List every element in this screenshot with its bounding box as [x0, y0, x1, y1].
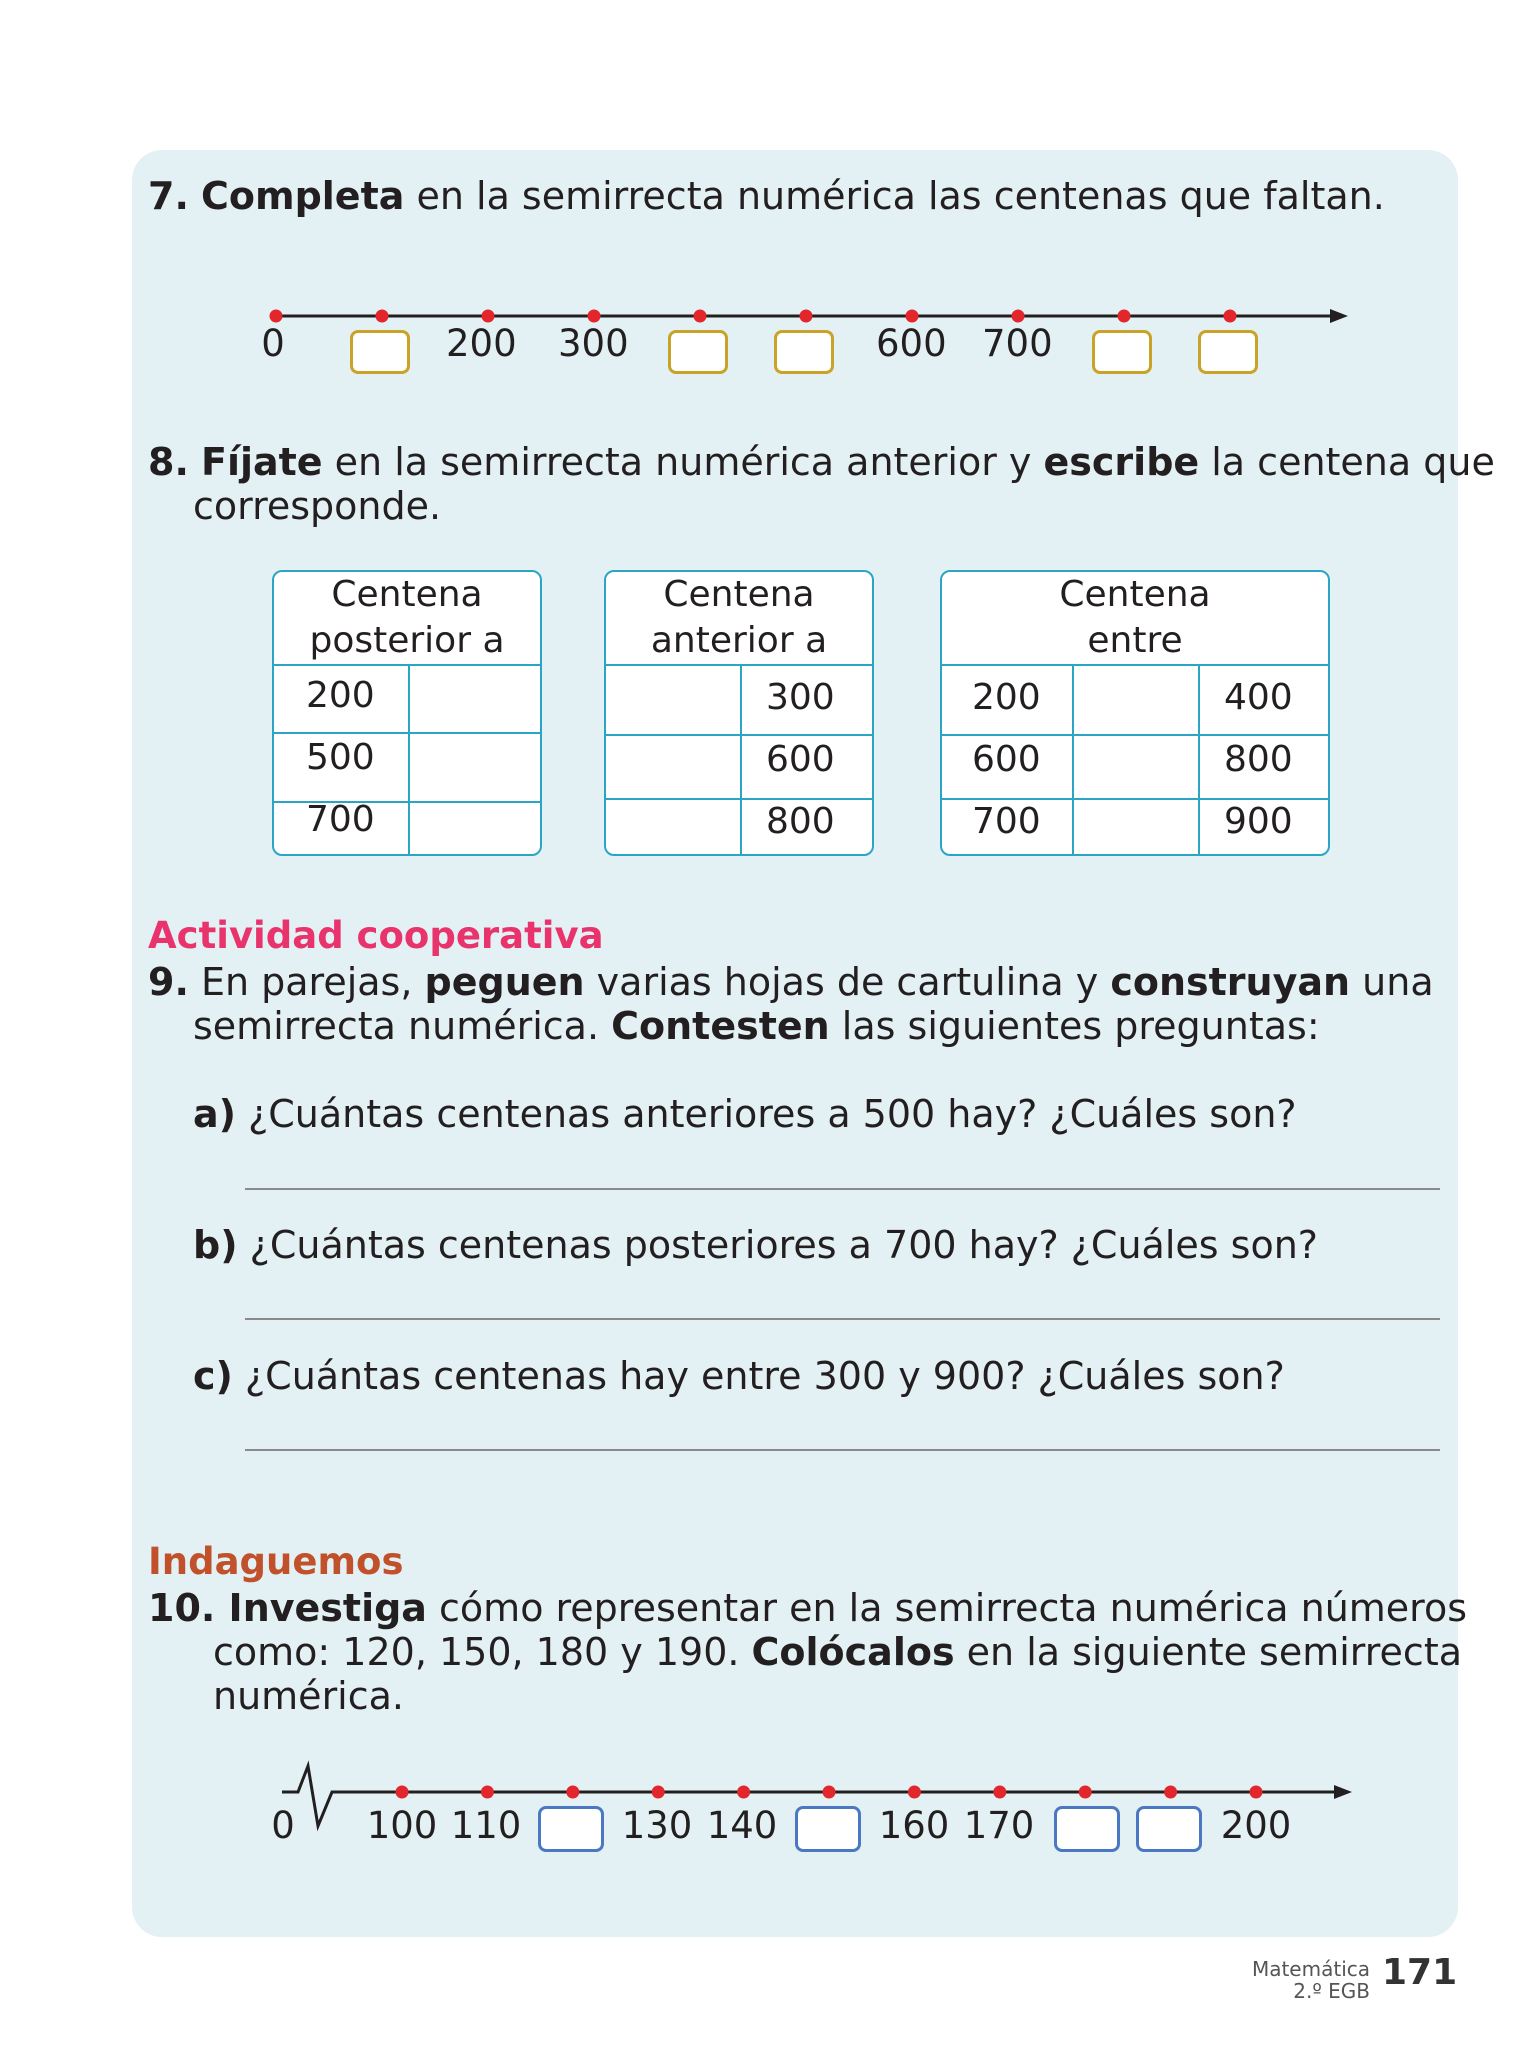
table-entre-answer[interactable]: [1076, 737, 1196, 797]
divider: [408, 664, 410, 854]
q7-dot-4: [694, 310, 707, 323]
q7-dot-3: [588, 310, 601, 323]
indaguemos-title: Indaguemos: [148, 1540, 404, 1583]
divider: [606, 734, 872, 736]
q7-answer-box-800[interactable]: [1092, 330, 1152, 374]
q10-dot-9: [1164, 1786, 1177, 1799]
q10-dot-3: [652, 1786, 665, 1799]
table-posterior-head1: Centena: [331, 574, 483, 615]
q10-rest1: cómo representar en la semirrecta numérica números: [426, 1586, 1468, 1630]
q9a-answer-line[interactable]: [245, 1188, 1440, 1190]
q9-b3: Contesten: [611, 1004, 830, 1048]
q7-number: 7.: [148, 174, 189, 218]
q10-dot-2: [566, 1786, 579, 1799]
q10-bold2: Colócalos: [751, 1630, 955, 1674]
q9-line2: [193, 1004, 1320, 1048]
q7-dot-0: [270, 310, 283, 323]
q7-label-200: 200: [446, 322, 517, 365]
table-entre-right-value: 800: [1224, 739, 1293, 780]
q10-line2: [213, 1630, 1462, 1674]
divider: [274, 732, 540, 734]
q9-t5: las siguientes preguntas:: [829, 1004, 1320, 1048]
q10-dot-7: [993, 1786, 1006, 1799]
table-posterior: [272, 570, 542, 856]
table-anterior-value: 800: [766, 801, 835, 842]
table-posterior-answer[interactable]: [412, 666, 540, 730]
q7-label-600: 600: [876, 322, 947, 365]
q9c-text: ¿Cuántas centenas hay entre 300 y 900? ¿Cuáles son?: [232, 1354, 1285, 1398]
q10-label-170: 170: [963, 1804, 1035, 1847]
table-anterior-answer[interactable]: [610, 801, 738, 855]
q7-answer-box-400[interactable]: [668, 330, 728, 374]
q7-answer-box-500[interactable]: [774, 330, 834, 374]
q7-label-0: 0: [261, 322, 285, 365]
q10-label-200: 200: [1220, 1804, 1292, 1847]
table-anterior-header: [606, 572, 872, 664]
table-posterior-head2: posterior a: [309, 620, 505, 661]
table-anterior-value: 600: [766, 739, 835, 780]
table-entre-answer[interactable]: [1076, 666, 1196, 732]
table-anterior-value: 300: [766, 677, 835, 718]
q9-prompt: [148, 960, 1434, 1004]
divider: [942, 798, 1328, 800]
q7-dot-7: [1012, 310, 1025, 323]
q7-label-700: 700: [982, 322, 1053, 365]
table-entre-answer[interactable]: [1076, 801, 1196, 855]
q7-bold: Completa: [200, 174, 405, 218]
q9-b1: peguen: [424, 960, 585, 1004]
divider: [1198, 664, 1200, 854]
q8-line2: corresponde.: [193, 484, 442, 528]
table-anterior: [604, 570, 874, 856]
q9c-label: c): [193, 1354, 233, 1398]
divider: [606, 798, 872, 800]
q8-bold1: Fíjate: [200, 440, 323, 484]
q7-dot-1: [376, 310, 389, 323]
footer-grade: 2.º EGB: [1293, 1979, 1370, 2003]
table-posterior-value: 200: [306, 675, 375, 716]
q9a-label: a): [193, 1092, 237, 1136]
table-posterior-value: 500: [306, 737, 375, 778]
q7-dot-9: [1224, 310, 1237, 323]
q10-answer-box-120[interactable]: [538, 1806, 604, 1852]
q7-answer-box-100[interactable]: [350, 330, 410, 374]
q9b-question: [193, 1223, 1318, 1267]
q8-prompt: [148, 440, 1495, 484]
footer-subject-name: Matemática: [1251, 1957, 1370, 1981]
q8-number: 8.: [148, 440, 189, 484]
table-posterior-answer[interactable]: [412, 804, 540, 856]
table-posterior-value: 700: [306, 799, 375, 840]
q8-rest: la centena que: [1199, 440, 1495, 484]
q10-dot-6: [908, 1786, 921, 1799]
q7-arrow: [1330, 309, 1348, 323]
q8-bold2: escribe: [1043, 440, 1200, 484]
q9-t2: varias hojas de cartulina y: [584, 960, 1111, 1004]
q9-t1: En parejas,: [188, 960, 425, 1004]
table-entre-head1: Centena: [1059, 574, 1211, 615]
table-posterior-answer[interactable]: [412, 735, 540, 799]
q7-dot-6: [906, 310, 919, 323]
table-anterior-head2: anterior a: [650, 620, 828, 661]
q9c-question: [193, 1354, 1285, 1398]
q10-dot-0: [396, 1786, 409, 1799]
table-entre-right-value: 900: [1224, 801, 1293, 842]
divider: [942, 734, 1328, 736]
q10-bold1: Investiga: [215, 1586, 427, 1630]
cooperativa-title: Actividad cooperativa: [148, 914, 604, 957]
table-anterior-head1: Centena: [663, 574, 815, 615]
q10-answer-box-180[interactable]: [1054, 1806, 1120, 1852]
q9a-text: ¿Cuántas centenas anteriores a 500 hay? ¿Cuáles son?: [236, 1092, 1297, 1136]
table-entre: [940, 570, 1330, 856]
q10-dot-1: [481, 1786, 494, 1799]
q10-label-110: 110: [450, 1804, 522, 1847]
q9a-question: [193, 1092, 1297, 1136]
q10-label-100: 100: [366, 1804, 438, 1847]
q10-label-130: 130: [621, 1804, 693, 1847]
divider: [740, 664, 742, 854]
q7-label-300: 300: [558, 322, 629, 365]
q10-line3: numérica.: [213, 1674, 405, 1718]
q10-prompt: [148, 1586, 1467, 1630]
q10-line2a: como: 120, 150, 180 y 190.: [213, 1630, 752, 1674]
table-entre-left-value: 700: [972, 801, 1041, 842]
q10-dot-4: [737, 1786, 750, 1799]
q9-b2: construyan: [1110, 960, 1351, 1004]
q9-number: 9.: [148, 960, 189, 1004]
q7-rest: en la semirrecta numérica las centenas que faltan.: [404, 174, 1385, 218]
q10-line2b: en la siguiente semirrecta: [954, 1630, 1463, 1674]
q7-dot-2: [482, 310, 495, 323]
q10-dot-10: [1250, 1786, 1263, 1799]
table-entre-right-value: 400: [1224, 677, 1293, 718]
q10-label-160: 160: [878, 1804, 950, 1847]
table-entre-head2: entre: [1087, 620, 1183, 661]
table-posterior-header: [274, 572, 540, 664]
q9b-text: ¿Cuántas centenas posteriores a 700 hay? ¿Cuáles son?: [237, 1223, 1318, 1267]
q7-answer-box-900[interactable]: [1198, 330, 1258, 374]
q9-t3: una: [1350, 960, 1434, 1004]
q7-dot-5: [800, 310, 813, 323]
q9-t4: semirrecta numérica.: [193, 1004, 612, 1048]
q10-answer-box-190[interactable]: [1136, 1806, 1202, 1852]
q8-mid: en la semirrecta numérica anterior y: [322, 440, 1044, 484]
table-anterior-answer[interactable]: [610, 666, 738, 732]
q10-number: 10.: [148, 1586, 216, 1630]
page-number: 171: [1382, 1952, 1458, 1993]
footer-subject: [1190, 1958, 1370, 2002]
q10-label-140: 140: [706, 1804, 778, 1847]
table-entre-header: [942, 572, 1328, 664]
table-entre-left-value: 200: [972, 677, 1041, 718]
q9c-answer-line[interactable]: [245, 1449, 1440, 1451]
table-entre-left-value: 600: [972, 739, 1041, 780]
q7-number-line: [0, 0, 1536, 420]
q7-dot-8: [1118, 310, 1131, 323]
q10-dot-8: [1079, 1786, 1092, 1799]
q9b-answer-line[interactable]: [245, 1318, 1440, 1320]
q10-arrow: [1334, 1785, 1352, 1799]
q10-label-0: 0: [271, 1804, 295, 1847]
q10-dot-5: [823, 1786, 836, 1799]
q9b-label: b): [193, 1223, 238, 1267]
divider: [1072, 664, 1074, 854]
table-anterior-answer[interactable]: [610, 737, 738, 797]
q10-answer-box-150[interactable]: [795, 1806, 861, 1852]
